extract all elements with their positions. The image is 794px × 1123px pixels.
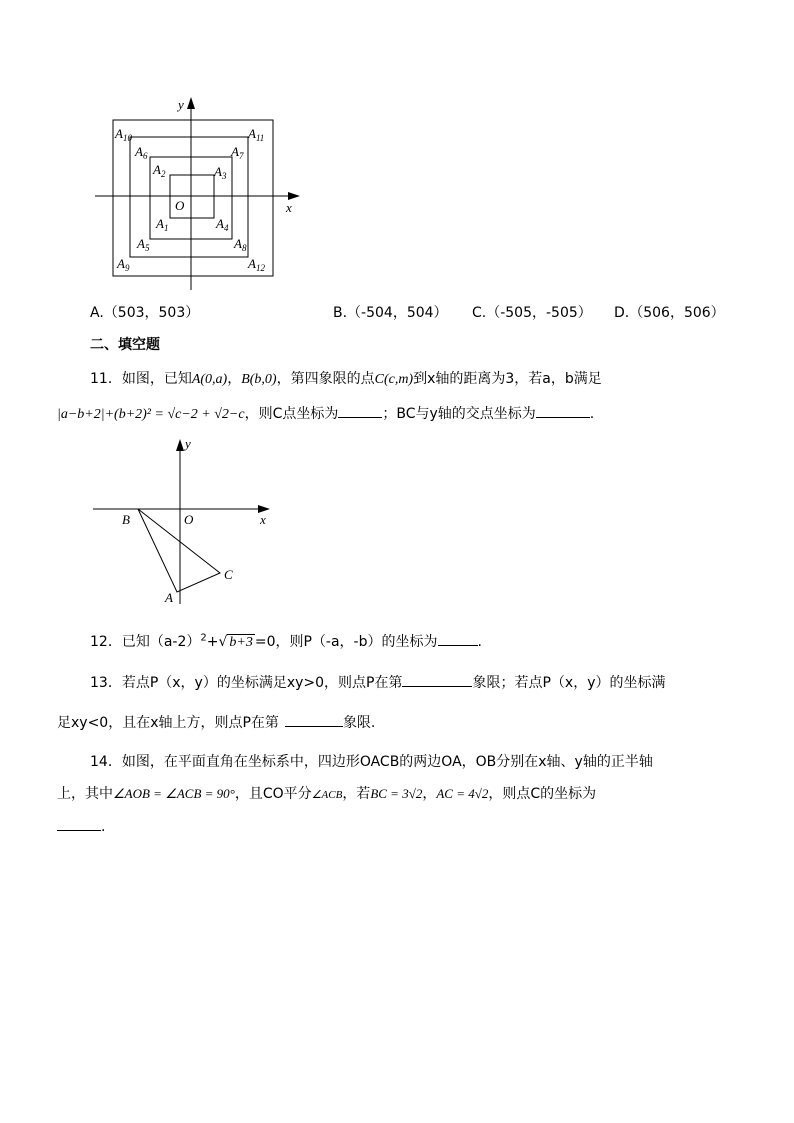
q14-line2: [57, 783, 596, 803]
q12-post: =0，则P（-a，-b）的坐标为: [254, 634, 438, 650]
nested-squares-figure: [90, 95, 310, 295]
option-b[interactable]: B.（-504，504）: [333, 305, 448, 321]
q14-end: .: [101, 819, 106, 835]
point-c-label: C: [224, 567, 233, 582]
q12-pre: 12．已知（a-2）: [90, 634, 201, 650]
x-axis-label: x: [260, 512, 266, 527]
q14-angles: ∠AOB = ∠ACB = 90°: [113, 786, 235, 801]
y-axis-arrow: [176, 439, 184, 451]
label-a8: $A_8$: [234, 236, 247, 253]
triangle-figure: [88, 436, 288, 606]
q14-line1-text: 14．如图，在平面直角在坐标系中，四边形OACB的两边OA，OB分别在x轴、y轴的正半轴: [90, 754, 653, 770]
q11-end: .: [589, 406, 595, 422]
q13-line2: [57, 712, 375, 732]
q11-line2: [57, 403, 594, 423]
label-a1: $A_1$: [156, 216, 169, 233]
label-a5: $A_5$: [137, 236, 150, 253]
origin-label: O: [184, 512, 194, 527]
point-a-label: A: [165, 590, 173, 605]
q13-line2-post: 象限.: [342, 715, 376, 731]
point-b-label: B: [122, 512, 130, 527]
q12-blank[interactable]: [438, 631, 478, 646]
q14-line2-pre: 上，其中: [57, 786, 113, 802]
label-a6: $A_6$: [135, 144, 148, 161]
q11-sep: ，: [227, 371, 242, 387]
q11-text-pre: 11．如图，已知: [90, 371, 192, 387]
q12-line: 12．已知$(a-2)^2+√$ b+3 =0，则P（-a，-b）的坐标为 .: [90, 632, 482, 650]
q14-mid2: ，若: [342, 786, 371, 802]
q13-line1-pre: 13．若点P（x，y）的坐标满足xy>0，则点P在第: [90, 675, 403, 691]
q13-line1: [90, 672, 666, 692]
q12-end: .: [477, 634, 482, 650]
y-axis-label: y: [185, 436, 191, 451]
q13-line1-post: 象限；若点P（x，y）的坐标满: [472, 675, 666, 691]
q11-blank-1[interactable]: [338, 403, 382, 418]
q11-line1: [90, 368, 602, 388]
q11-text-mid: ，第四象限的点: [276, 371, 375, 387]
label-a4: $A_4$: [216, 216, 229, 233]
y-axis-arrow: [187, 97, 195, 109]
q14-ac: AC = 4√2: [436, 786, 489, 801]
x-axis-label: x: [286, 200, 292, 215]
q14-line1: [90, 751, 653, 771]
q14-blank[interactable]: [57, 816, 101, 831]
y-axis-label: y: [178, 97, 184, 112]
label-a3: $A_3$: [214, 164, 227, 181]
q11-text-c: ，则C点坐标为: [244, 406, 339, 422]
origin-label: O: [175, 198, 185, 213]
q14-angle-acb: ∠ACB: [311, 789, 343, 801]
q14-comma: ，: [422, 786, 437, 802]
q11-text-bc: ；BC与y轴的交点坐标为: [382, 406, 536, 422]
option-d[interactable]: D.（506，506）: [614, 305, 725, 321]
q14-mid1: ，且CO平分: [234, 786, 312, 802]
label-a2: $A_2$: [153, 162, 166, 179]
q13-line2-pre: 足xy<0，且在x轴上方，则点P在第: [57, 715, 279, 731]
q14-bc: BC = 3√2: [370, 786, 423, 801]
q12-exponent: 2: [200, 632, 207, 644]
label-a12: $A_{12}$: [248, 256, 265, 273]
q11-point-a: A(0,a): [191, 372, 228, 387]
q14-line2-post: ，则点C的坐标为: [488, 786, 597, 802]
q11-point-c: C(c,m): [374, 372, 414, 387]
q11-point-b: B(b,0): [241, 372, 277, 387]
label-a10: $A_{10}$: [115, 126, 132, 143]
q12-plus: +: [206, 634, 219, 650]
section-heading: 二、填空题: [90, 337, 160, 353]
label-a11: $A_{11}$: [248, 126, 265, 143]
q13-blank-2[interactable]: [285, 712, 343, 727]
q13-blank-1[interactable]: [402, 672, 472, 687]
q11-blank-2[interactable]: [536, 403, 590, 418]
q14-line3: [57, 816, 105, 835]
triangle-abc: [138, 509, 220, 592]
q11-equation: |a−b+2|+(b+2)² = √c−2 + √2−c: [57, 407, 245, 422]
label-a7: $A_7$: [231, 144, 244, 161]
q12-sqrt: b+3: [229, 635, 253, 650]
x-axis-arrow: [288, 192, 300, 200]
q11-text-post: 到x轴的距离为3，若a，b满足: [413, 371, 602, 387]
option-a[interactable]: A.（503，503）: [90, 305, 200, 321]
label-a9: $A_9$: [117, 256, 130, 273]
option-c[interactable]: C.（-505，-505）: [472, 305, 592, 321]
